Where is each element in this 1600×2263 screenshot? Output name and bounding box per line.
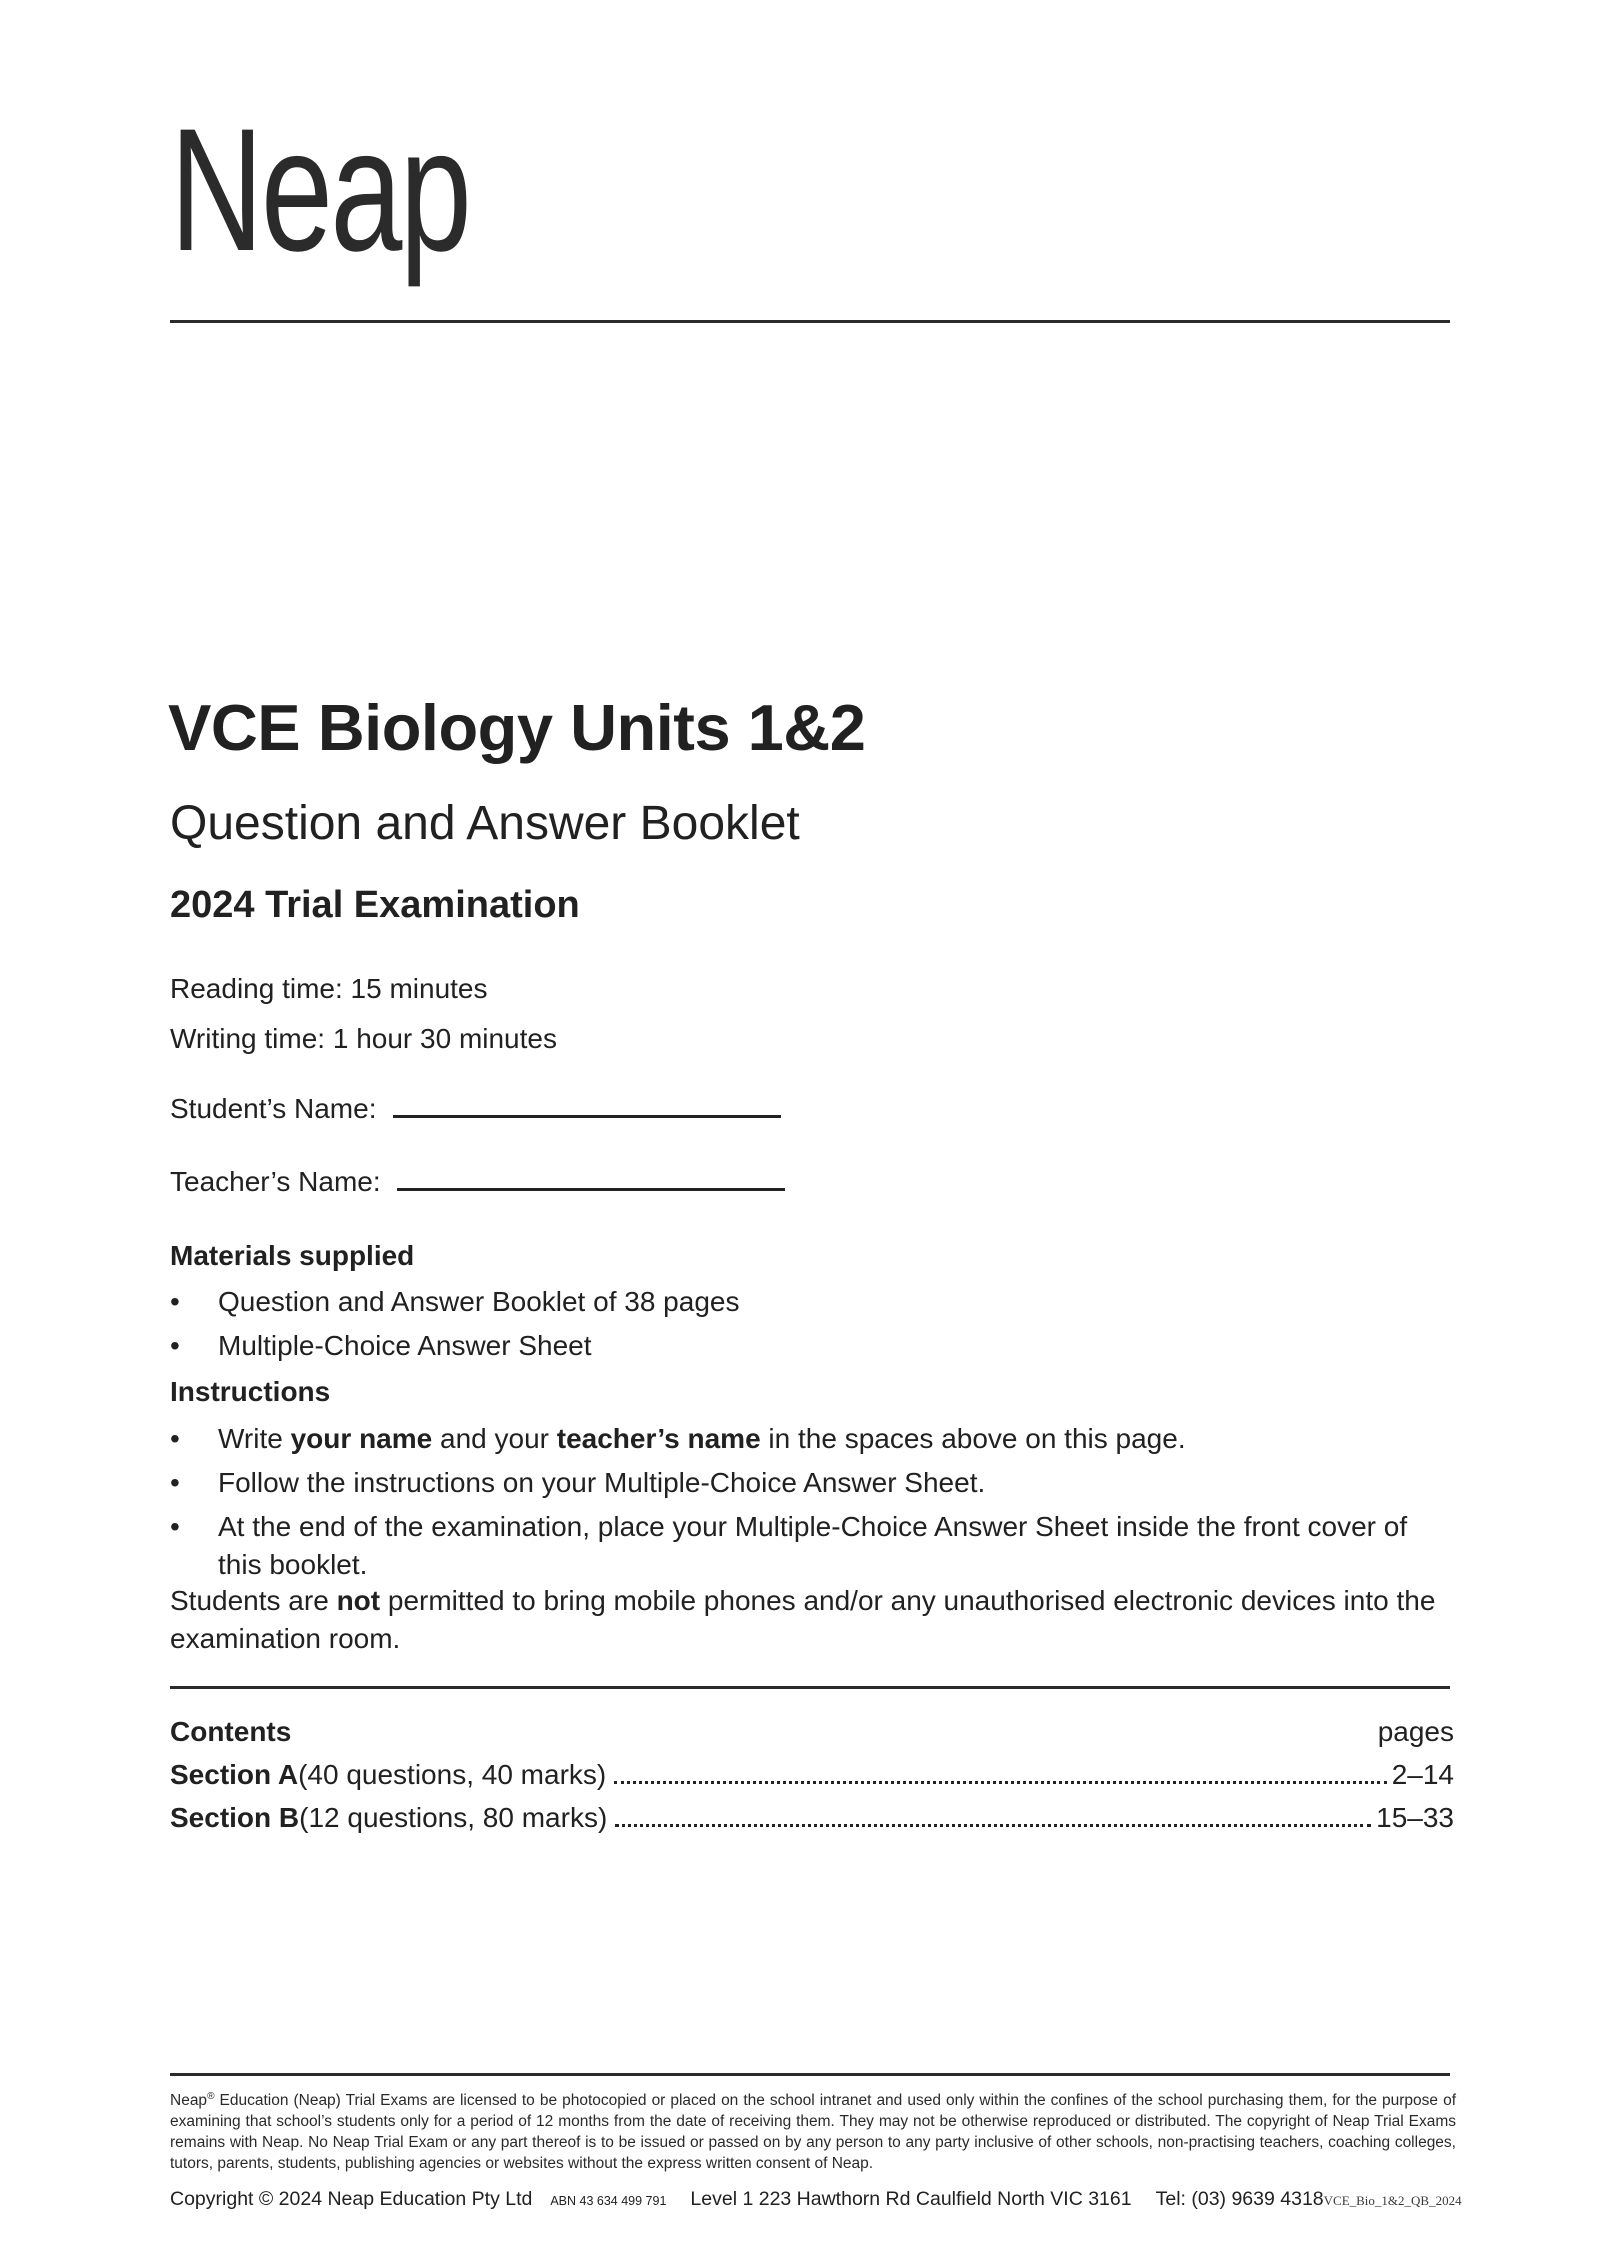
header-divider (170, 320, 1450, 323)
copyright-row (170, 2188, 1462, 2211)
instruction-item-text: Write your name and your teacher’s name in the spaces above on this page. (218, 1423, 1186, 1454)
section-detail: (12 questions, 80 marks) (299, 1802, 608, 1833)
page-title: VCE Biology Units 1&2 (168, 691, 866, 764)
bullet-icon: • (170, 1511, 180, 1542)
contents-pages-label: pages (1377, 1716, 1454, 1747)
teacher-name-label: Teacher’s Name: (170, 1166, 381, 1197)
section-detail: (40 questions, 40 marks) (298, 1759, 607, 1790)
instructions-heading: Instructions (170, 1376, 331, 1407)
phone-text: Tel: (03) 9639 4318 (1155, 2188, 1324, 2210)
contents-section (170, 1716, 1454, 1846)
section-pages: 2–14 (1391, 1759, 1454, 1790)
instruction-item-text: Follow the instructions on your Multiple-Choice Answer Sheet. (218, 1467, 986, 1498)
teacher-name-blank-line (397, 1184, 785, 1191)
list-item (170, 1508, 1456, 1584)
bullet-icon: • (170, 1467, 180, 1498)
contents-divider (170, 1686, 1450, 1689)
materials-list (170, 1283, 1456, 1371)
list-item (170, 1327, 1456, 1365)
neap-logo: Neap (170, 93, 470, 288)
teacher-name-row (170, 1163, 785, 1201)
contents-header-row (170, 1716, 1454, 1748)
document-code: VCE_Bio_1&2_QB_2024 (1323, 2193, 1462, 2208)
materials-item-text: Multiple-Choice Answer Sheet (218, 1330, 592, 1361)
dot-leader (615, 1824, 1371, 1827)
section-pages: 15–33 (1376, 1802, 1454, 1833)
student-name-blank-line (393, 1111, 781, 1118)
reading-time: Reading time: 15 minutes (170, 973, 488, 1004)
table-row (170, 1760, 1454, 1790)
list-item (170, 1283, 1456, 1321)
instruction-item-text: At the end of the examination, place your Multiple-Choice Answer Sheet inside the front cover of this booklet. (218, 1511, 1408, 1580)
materials-item-text: Question and Answer Booklet of 38 pages (218, 1286, 740, 1317)
license-fine-print: Neap® Education (Neap) Trial Exams are licensed to be photocopied or placed on the school intranet and used only within the confines of the school purchasing them, for the purpose of examining that school’s students only for a period of 12 months from the date of receiving them. They may not be otherwise reproduced or distributed. The copyright of Neap Trial Exams remains with Neap. No Neap Trial Exam or any part thereof is to be issued or passed on by any person to any party inclusive of other schools, non-practising teachers, coaching colleges, tutors, parents, students, publishing agencies or websites without the express written consent of Neap. (170, 2091, 1456, 2173)
list-item (170, 1420, 1456, 1458)
copyright-text: Copyright © 2024 Neap Education Pty Ltd (170, 2188, 533, 2210)
section-name: Section A (170, 1759, 299, 1790)
bullet-icon: • (170, 1286, 180, 1317)
writing-time: Writing time: 1 hour 30 minutes (170, 1023, 557, 1054)
bullet-icon: • (170, 1423, 180, 1454)
contents-heading: Contents (170, 1716, 292, 1747)
page-subtitle: Question and Answer Booklet (170, 797, 800, 850)
student-name-label: Student’s Name: (170, 1093, 377, 1124)
abn-text: ABN 43 634 499 791 (550, 2194, 667, 2208)
instructions-list (170, 1420, 1456, 1590)
table-row (170, 1803, 1454, 1833)
materials-heading: Materials supplied (170, 1240, 415, 1271)
exam-title: 2024 Trial Examination (170, 884, 580, 926)
address-text: Level 1 223 Hawthorn Rd Caulfield North VIC 3161 (690, 2188, 1132, 2210)
student-name-row (170, 1090, 781, 1128)
section-name: Section B (170, 1802, 300, 1833)
footer-divider (170, 2073, 1450, 2076)
list-item (170, 1464, 1456, 1502)
bullet-icon: • (170, 1330, 180, 1361)
dot-leader (614, 1781, 1386, 1784)
no-phones-note: Students are not permitted to bring mobile phones and/or any unauthorised electronic devices into the examination room. (170, 1585, 1436, 1654)
